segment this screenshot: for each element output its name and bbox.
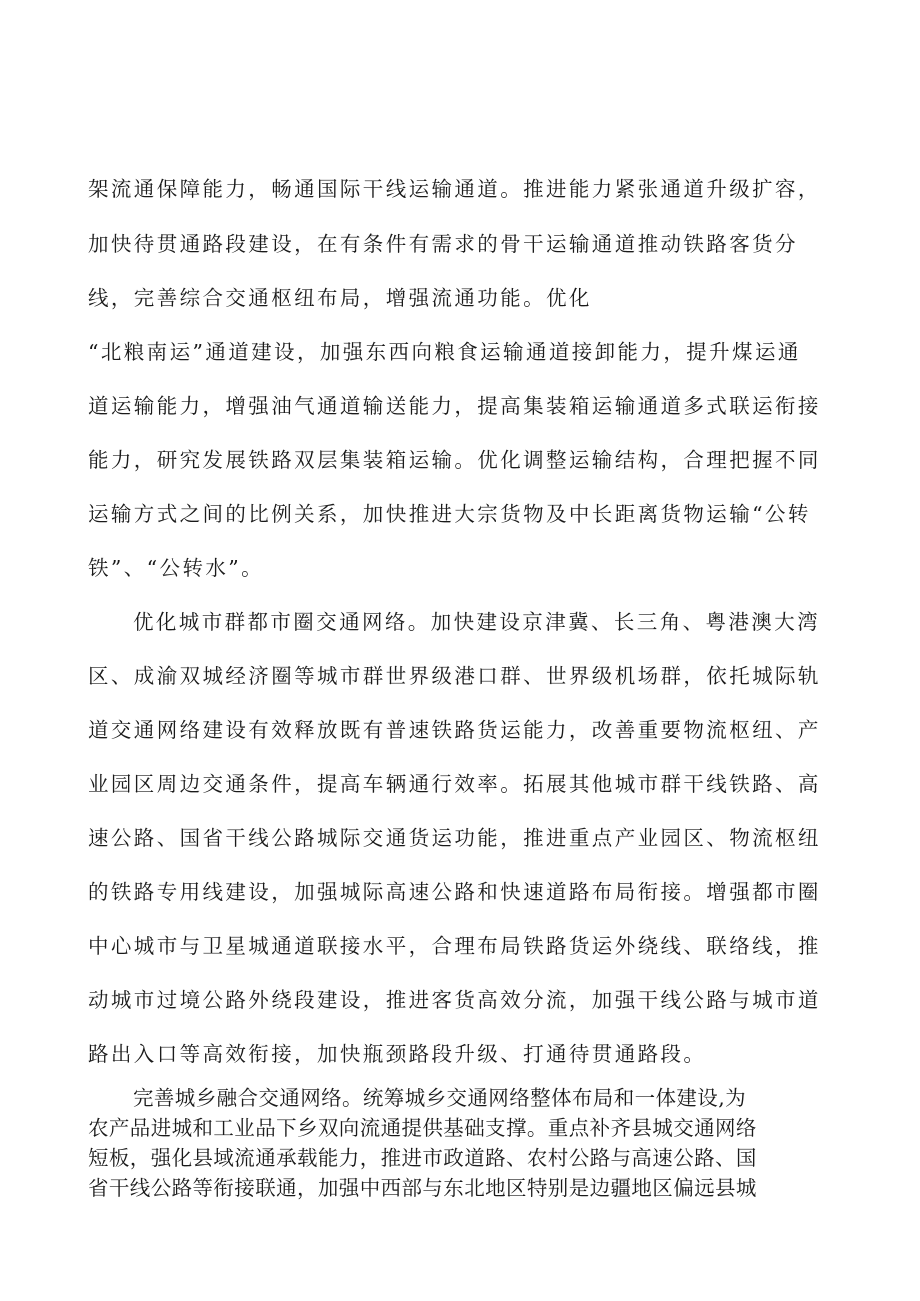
text-line: 架流通保障能力，畅通国际干线运输通道。推进能力紧张通道升级扩容， (88, 177, 821, 201)
text-line: 铁”、“公转水”。 (88, 556, 265, 580)
text-line: 运输方式之间的比例关系，加快推进大宗货物及中长距离货物运输“公转 (88, 502, 811, 526)
text-line: 道运输能力，增强油气通道输送能力，提高集装箱运输通道多式联运衔接 (88, 394, 821, 418)
text-line: 的铁路专用线建设，加强城际高速公路和快速道路布局衔接。增强都市圈 (88, 880, 821, 904)
text-line: 加快待贯通路段建设，在有条件有需求的骨干运输通道推动铁路客货分 (88, 232, 798, 256)
text-line: 业园区周边交通条件，提高车辆通行效率。拓展其他城市群干线铁路、高 (88, 772, 821, 796)
text-line: 完善城乡融合交通网络。统筹城乡交通网络整体布局和一体建设,为 (133, 1086, 747, 1110)
text-line: 道交通网络建设有效释放既有普速铁路货运能力，改善重要物流枢纽、产 (88, 718, 821, 742)
text-line: 短板，强化县域流通承载能力，推进市政道路、农村公路与高速公路、国 (88, 1146, 757, 1170)
text-line: 优化城市群都市圈交通网络。加快建设京津冀、长三角、粤港澳大湾 (133, 610, 820, 634)
text-line: 速公路、国省干线公路城际交通货运功能，推进重点产业园区、物流枢纽 (88, 826, 821, 850)
text-line: 省干线公路等衔接联通，加强中西部与东北地区特别是边疆地区偏远县城 (88, 1176, 757, 1200)
text-line: 路出入口等高效衔接，加快瓶颈路段升级、打通待贯通路段。 (88, 1042, 707, 1066)
text-line: 能力，研究发展铁路双层集装箱运输。优化调整运输结构，合理把握不同 (88, 448, 821, 472)
text-line: “北粮南运”通道建设，加强东西向粮食运输通道接卸能力，提升煤运通 (88, 340, 801, 364)
text-line: 区、成渝双城经济圈等城市群世界级港口群、世界级机场群，依托城际轨 (88, 664, 821, 688)
text-line: 中心城市与卫星城通道联接水平，合理布局铁路货运外绕线、联络线，推 (88, 934, 821, 958)
text-line: 线，完善综合交通枢纽布局，增强流通功能。优化 (88, 286, 592, 310)
text-line: 动城市过境公路外绕段建设，推进客货高效分流，加强干线公路与城市道 (88, 988, 821, 1012)
text-line: 农产品进城和工业品下乡双向流通提供基础支撑。重点补齐县城交通网络 (88, 1116, 757, 1140)
